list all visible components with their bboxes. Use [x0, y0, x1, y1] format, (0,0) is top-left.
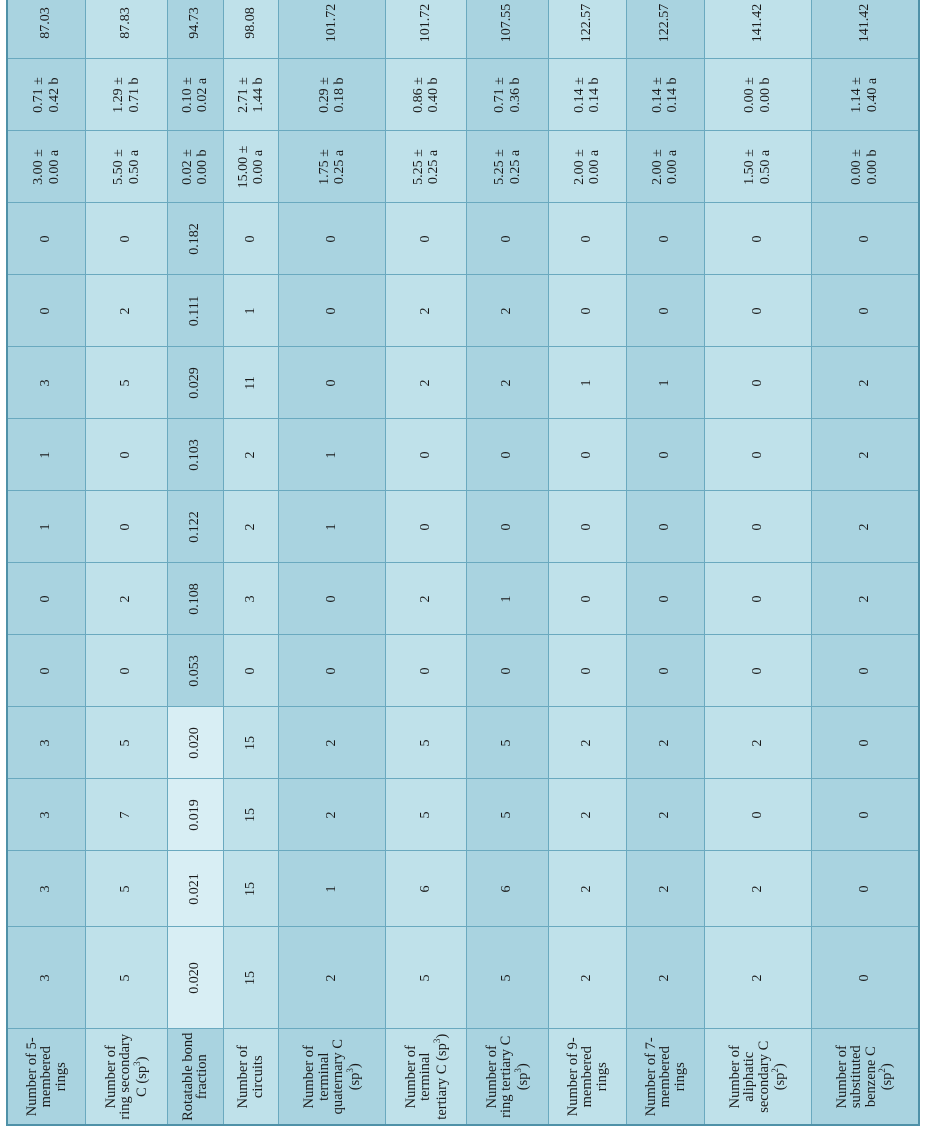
sample-value: 0.029 [167, 347, 223, 419]
group-a-mean-value: 1.50 ± [742, 149, 758, 185]
sample-value: 0.111 [167, 275, 223, 347]
sample-value: 3 [7, 779, 86, 851]
group-b-mean-value: 1.29 ± [111, 77, 127, 113]
sample-value: 3 [223, 563, 279, 635]
group-b-mean [548, 59, 626, 131]
group-b-mean-error: 0.40 a [864, 77, 880, 113]
sample-value: 2 [386, 563, 467, 635]
group-a-mean-value: 5.25 ± [492, 149, 508, 185]
descriptor-row [386, 0, 467, 1125]
header-superscript: 3 [431, 1038, 442, 1044]
sample-value: 2 [386, 347, 467, 419]
sample-value: 0 [86, 419, 167, 491]
sample-value: 5 [386, 927, 467, 1029]
sample-value: 2 [467, 275, 548, 347]
sample-value: 0.053 [167, 635, 223, 707]
group-a-mean-value: 5.50 ± [111, 149, 127, 185]
descriptor-header [704, 1029, 811, 1125]
descriptor-header [548, 1029, 626, 1125]
group-b-mean-value: 0.71 ± [492, 77, 508, 113]
sample-value: 0.019 [167, 779, 223, 851]
sample-value: 0.020 [167, 927, 223, 1029]
group-b-mean-value: 0.71 ± [31, 77, 47, 113]
sample-value: 0 [279, 347, 386, 419]
group-a-mean-error: 0.50 a [126, 149, 142, 185]
header-text: Number of 7-membered rings [642, 1037, 688, 1117]
sample-value: 0 [626, 491, 704, 563]
group-a-mean-value: 0.00 ± [849, 149, 865, 185]
descriptor-table [6, 0, 920, 1126]
sample-value: 2 [279, 927, 386, 1029]
group-b-mean [167, 59, 223, 131]
sample-value: 0 [386, 635, 467, 707]
sample-value: 5 [86, 851, 167, 927]
sample-value: 15 [223, 707, 279, 779]
sample-value: 0.182 [167, 203, 223, 275]
sample-value: 0 [386, 203, 467, 275]
sample-value: 5 [86, 347, 167, 419]
header-superscript: 3 [131, 1061, 142, 1066]
sample-value: 0 [704, 419, 811, 491]
header-superscript: 3 [512, 1068, 523, 1073]
sample-value: 5 [86, 707, 167, 779]
group-a-mean-error: 0.00 a [587, 149, 603, 185]
sample-value: 1 [548, 347, 626, 419]
sample-value: 0 [467, 635, 548, 707]
sample-value: 0 [548, 635, 626, 707]
sample-value: 3 [7, 851, 86, 927]
sample-value: 2 [704, 851, 811, 927]
sample-value: 6 [467, 851, 548, 927]
group-a-mean-error: 0.00 a [46, 149, 62, 185]
score-value: 87.03 [7, 0, 86, 59]
score-value: 122.57 [626, 0, 704, 59]
sample-value: 0 [811, 779, 919, 851]
header-text: Number of 5-membered rings [23, 1037, 69, 1117]
sample-value: 3 [7, 927, 86, 1029]
sample-value: 0 [386, 491, 467, 563]
group-b-mean-value: 0.29 ± [316, 77, 332, 113]
score-value: 101.72 [386, 0, 467, 59]
sample-value: 0 [467, 419, 548, 491]
sample-value: 0 [704, 563, 811, 635]
descriptor-row [704, 0, 811, 1125]
descriptor-row [86, 0, 167, 1125]
group-b-mean-error: 0.42 b [46, 77, 62, 113]
sample-value: 3 [7, 347, 86, 419]
group-b-mean-error: 0.40 b [426, 77, 442, 113]
group-a-mean [167, 131, 223, 203]
descriptor-header [86, 1029, 167, 1125]
sample-value: 2 [811, 491, 919, 563]
group-b-mean [279, 59, 386, 131]
header-text-end: ) [433, 1033, 450, 1039]
group-b-mean [86, 59, 167, 131]
sample-value: 3 [7, 707, 86, 779]
descriptor-header [386, 1029, 467, 1125]
sample-value: 2 [626, 779, 704, 851]
header-text-end: ) [772, 1063, 789, 1069]
header-superscript: 2 [877, 1068, 888, 1073]
group-b-mean-error: 0.71 b [126, 77, 142, 113]
group-a-mean-error: 0.25 a [507, 149, 523, 185]
sample-value: 0.020 [167, 707, 223, 779]
sample-value: 5 [467, 779, 548, 851]
sample-value: 5 [467, 927, 548, 1029]
header-text: Number of ring secondary C (sp [102, 1033, 150, 1120]
score-value: 122.57 [548, 0, 626, 59]
sample-value: 0 [223, 635, 279, 707]
sample-value: 0 [626, 203, 704, 275]
sample-value: 0 [704, 635, 811, 707]
sample-value: 0 [548, 563, 626, 635]
sample-value: 0 [548, 275, 626, 347]
sample-value: 1 [279, 491, 386, 563]
group-a-mean [811, 131, 919, 203]
sample-value: 0 [7, 563, 86, 635]
sample-value: 0 [386, 419, 467, 491]
sample-value: 0 [626, 419, 704, 491]
group-b-mean-value: 0.00 ± [742, 77, 758, 113]
group-a-mean-value: 5.25 ± [410, 149, 426, 185]
header-superscript: 2 [770, 1068, 781, 1073]
descriptor-row [548, 0, 626, 1125]
sample-value: 0 [279, 635, 386, 707]
descriptor-header [7, 1029, 86, 1125]
sample-value: 2 [626, 851, 704, 927]
score-value: 141.42 [704, 0, 811, 59]
group-b-mean-error: 0.36 b [507, 77, 523, 113]
sample-value: 0 [467, 491, 548, 563]
sample-value: 0 [7, 635, 86, 707]
descriptor-header [223, 1029, 279, 1125]
group-b-mean-error: 0.18 b [332, 77, 348, 113]
sample-value: 2 [223, 419, 279, 491]
sample-value: 0.108 [167, 563, 223, 635]
group-a-mean [704, 131, 811, 203]
sample-value: 0 [704, 275, 811, 347]
header-text-end: ) [879, 1063, 896, 1069]
group-a-mean [626, 131, 704, 203]
group-b-mean [7, 59, 86, 131]
group-a-mean-error: 0.00 b [195, 149, 211, 185]
group-b-mean [467, 59, 548, 131]
sample-value: 2 [548, 779, 626, 851]
sample-value: 1 [626, 347, 704, 419]
header-text: Number of aliphatic secondary C (sp [726, 1040, 789, 1113]
score-value: 141.42 [811, 0, 919, 59]
group-b-mean-value: 0.14 ± [650, 77, 666, 113]
header-text: Number of terminal tertiary C (sp [402, 1043, 450, 1120]
descriptor-row [467, 0, 548, 1125]
group-a-mean-error: 0.50 a [757, 149, 773, 185]
sample-value: 2 [704, 707, 811, 779]
group-a-mean-error: 0.00 a [665, 149, 681, 185]
group-a-mean-error: 0.00 b [864, 149, 880, 185]
sample-value: 0 [223, 203, 279, 275]
group-b-mean-value: 1.14 ± [849, 77, 865, 113]
sample-value: 0 [7, 275, 86, 347]
sample-value: 0 [811, 203, 919, 275]
group-b-mean [704, 59, 811, 131]
descriptor-header [167, 1029, 223, 1125]
sample-value: 2 [86, 563, 167, 635]
sample-value: 2 [811, 419, 919, 491]
group-a-mean [7, 131, 86, 203]
group-b-mean [811, 59, 919, 131]
sample-value: 0 [548, 491, 626, 563]
header-text: Number of ring tertiary C (sp [483, 1035, 531, 1118]
sample-value: 0 [811, 635, 919, 707]
sample-value: 0.021 [167, 851, 223, 927]
descriptor-header [811, 1029, 919, 1125]
sample-value: 2 [86, 275, 167, 347]
group-b-mean-error: 0.14 b [587, 77, 603, 113]
sample-value: 2 [548, 851, 626, 927]
sample-value: 1 [7, 419, 86, 491]
sample-value: 0 [86, 491, 167, 563]
sample-value: 0 [626, 563, 704, 635]
group-b-mean-error: 0.00 b [757, 77, 773, 113]
sample-value: 0 [467, 203, 548, 275]
sample-value: 15 [223, 851, 279, 927]
sample-value: 2 [704, 927, 811, 1029]
header-text: Number of 9-membered rings [564, 1037, 610, 1117]
sample-value: 0.122 [167, 491, 223, 563]
sample-value: 0 [548, 203, 626, 275]
sample-value: 5 [386, 779, 467, 851]
group-b-mean [626, 59, 704, 131]
sample-value: 1 [467, 563, 548, 635]
group-b-mean-value: 2.71 ± [235, 77, 251, 113]
sample-value: 2 [279, 779, 386, 851]
group-a-mean-error: 0.25 a [426, 149, 442, 185]
sample-value: 0.103 [167, 419, 223, 491]
sample-value: 2 [548, 707, 626, 779]
group-b-mean-error: 1.44 b [250, 77, 266, 113]
sample-value: 0 [279, 563, 386, 635]
sample-value: 0 [86, 635, 167, 707]
group-a-mean-error: 0.00 a [250, 149, 266, 185]
descriptor-header [279, 1029, 386, 1125]
descriptor-header [467, 1029, 548, 1125]
header-superscript: 3 [344, 1068, 355, 1073]
sample-value: 0 [704, 203, 811, 275]
group-a-mean [223, 131, 279, 203]
sample-value: 2 [626, 927, 704, 1029]
header-text-end: ) [514, 1063, 531, 1069]
sample-value: 5 [467, 707, 548, 779]
descriptor-row [279, 0, 386, 1125]
group-a-mean-error: 0.25 a [332, 149, 348, 185]
sample-value: 6 [386, 851, 467, 927]
sample-value: 0 [7, 203, 86, 275]
sample-value: 11 [223, 347, 279, 419]
header-text-end: ) [346, 1063, 363, 1069]
group-a-mean-value: 1.75 ± [316, 149, 332, 185]
sample-value: 15 [223, 927, 279, 1029]
group-a-mean-value: 15.00 ± [235, 145, 251, 189]
sample-value: 0 [811, 707, 919, 779]
sample-value: 2 [811, 347, 919, 419]
sample-value: 2 [386, 275, 467, 347]
descriptor-row [167, 0, 223, 1125]
sample-value: 5 [386, 707, 467, 779]
sample-value: 0 [86, 203, 167, 275]
header-text: Number of terminal quaternary C (sp [301, 1039, 363, 1115]
sample-value: 0 [704, 779, 811, 851]
group-b-mean [386, 59, 467, 131]
sample-value: 1 [7, 491, 86, 563]
sample-value: 2 [811, 563, 919, 635]
score-value: 107.55 [467, 0, 548, 59]
group-a-mean-value: 2.00 ± [650, 149, 666, 185]
sample-value: 1 [279, 851, 386, 927]
group-b-mean-value: 0.86 ± [410, 77, 426, 113]
sample-value: 0 [811, 927, 919, 1029]
header-text-end: ) [133, 1056, 150, 1062]
group-a-mean [386, 131, 467, 203]
descriptor-row [223, 0, 279, 1125]
sample-value: 1 [279, 419, 386, 491]
sample-value: 15 [223, 779, 279, 851]
header-text: Rotatable bond fraction [179, 1032, 211, 1121]
descriptor-row [811, 0, 919, 1125]
group-a-mean [86, 131, 167, 203]
score-value: 98.08 [223, 0, 279, 59]
descriptor-row [626, 0, 704, 1125]
group-b-mean-value: 0.10 ± [179, 77, 195, 113]
group-a-mean-value: 2.00 ± [571, 149, 587, 185]
header-text: Number of circuits [235, 1045, 266, 1109]
group-b-mean-error: 0.02 a [195, 77, 211, 113]
group-a-mean-value: 3.00 ± [31, 149, 47, 185]
group-b-mean [223, 59, 279, 131]
sample-value: 7 [86, 779, 167, 851]
group-a-mean [279, 131, 386, 203]
sample-value: 2 [223, 491, 279, 563]
descriptor-header [626, 1029, 704, 1125]
sample-value: 0 [626, 635, 704, 707]
group-a-mean [548, 131, 626, 203]
sample-value: 0 [548, 419, 626, 491]
sample-value: 0 [279, 203, 386, 275]
score-value: 101.72 [279, 0, 386, 59]
sample-value: 0 [704, 491, 811, 563]
score-value: 94.73 [167, 0, 223, 59]
sample-value: 0 [811, 851, 919, 927]
descriptor-row [7, 0, 86, 1125]
sample-value: 0 [626, 275, 704, 347]
group-a-mean-value: 0.02 ± [179, 149, 195, 185]
sample-value: 0 [811, 275, 919, 347]
group-b-mean-error: 0.14 b [665, 77, 681, 113]
sample-value: 5 [86, 927, 167, 1029]
sample-value: 2 [548, 927, 626, 1029]
sample-value: 2 [626, 707, 704, 779]
group-a-mean [467, 131, 548, 203]
sample-value: 2 [279, 707, 386, 779]
sample-value: 1 [223, 275, 279, 347]
group-b-mean-value: 0.14 ± [571, 77, 587, 113]
sample-value: 0 [279, 275, 386, 347]
sample-value: 2 [467, 347, 548, 419]
score-value: 87.83 [86, 0, 167, 59]
header-text: Number of substituted benzene C (sp [833, 1045, 896, 1109]
sample-value: 0 [704, 347, 811, 419]
